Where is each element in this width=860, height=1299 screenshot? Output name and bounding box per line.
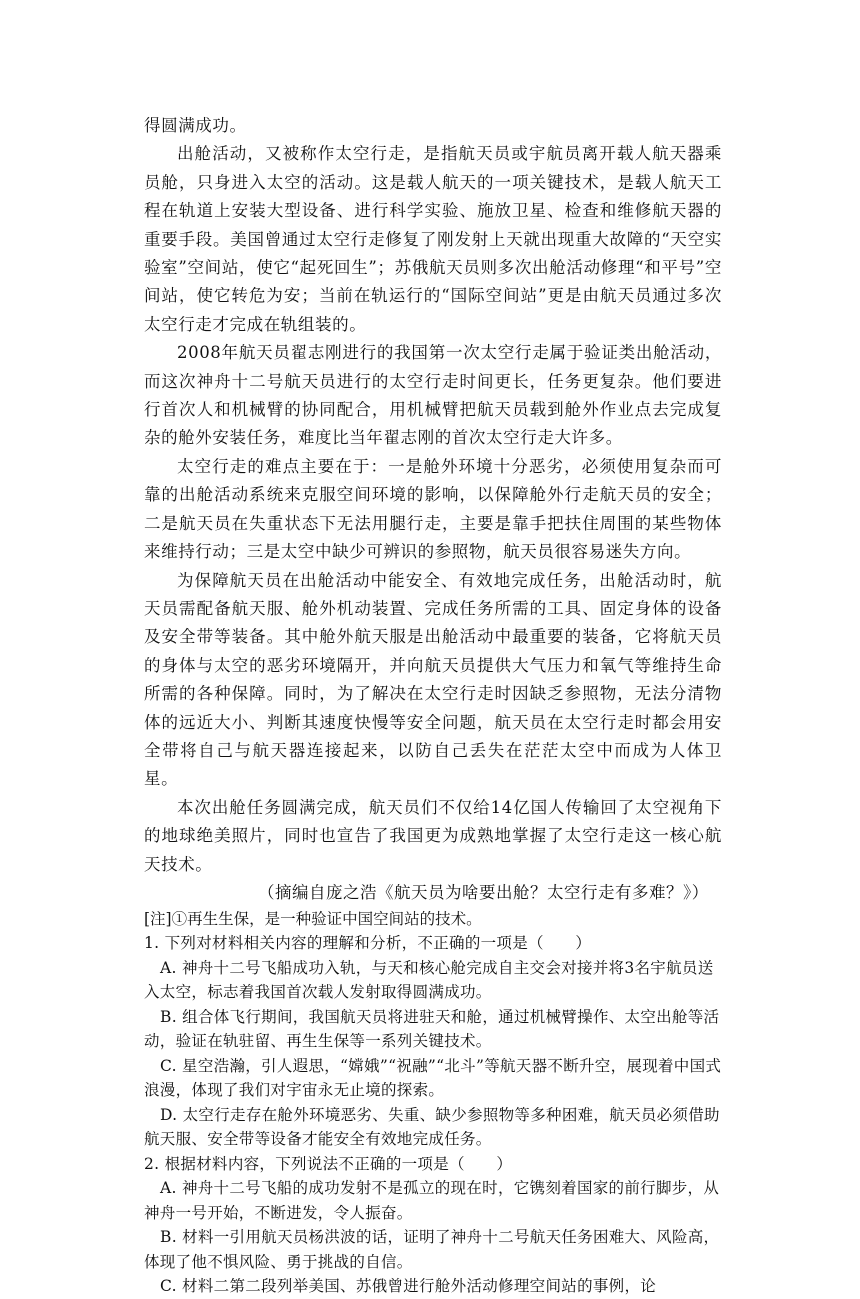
footnote: [注]①再生生保，是一种验证中国空间站的技术。: [144, 910, 482, 929]
option-text: D. 太空行走存在舱外环境恶劣、失重、缺少参照物等多种困难，航天员必须借助航天服、安全带等设备才能安全有效地完成任务。: [144, 1105, 720, 1149]
option-text: C. 材料二第二段列举美国、苏俄曾进行舱外活动修理空间站的事例，论: [160, 1277, 657, 1296]
option-text: B. 材料一引用航天员杨洪波的话，证明了神舟十二号航天任务困难大、风险高，体现了他不惧风险、勇于挑战的自信。: [144, 1228, 720, 1271]
question-1-option-a: [144, 956, 722, 1005]
question-2-option-b: [144, 1225, 722, 1274]
question-1-option-d: [144, 1103, 722, 1152]
document-page: [144, 112, 722, 1299]
paragraph-difficulties: 太空行走的难点主要在于：一是舱外环境十分恶劣，必须使用复杂而可靠的出舱活动系统来克服空间环境的影响，以保障舱外行走航天员的安全；二是航天员在失重状态下无法用腿行走，主要是靠手把扶住周围的某些物体来维持行动；三是太空中缺少可辨识的参照物，航天员很容易迷失方向。: [144, 456, 722, 562]
paragraph-continuation: 得圆满成功。: [144, 116, 247, 135]
paragraph-shenzhou12-spacewalk: 2008年航天员翟志刚进行的我国第一次太空行走属于验证类出舱活动，而这次神舟十二号航天员进行的太空行走时间更长，任务更复杂。他们要进行首次人和机械臂的协同配合，用机械臂把航天员载到舱外作业点去完成复杂的舱外安装任务，难度比当年翟志刚的首次太空行走大许多。: [144, 343, 722, 448]
question-1-stem: 1. 下列对材料相关内容的理解和分析，不正确的一项是（ ）: [144, 934, 592, 953]
paragraph-spacewalk-definition: 出舱活动，又被称作太空行走，是指航天员或宇航员离开载人航天器乘员舱，只身进入太空的活动。这是载人航天的一项关键技术，是载人航天工程在轨道上安装大型设备、进行科学实验、施放卫星、检查和维修航天器的重要手段。美国曾通过太空行走修复了刚发射上天就出现重大故障的“天空实验室”空间站，使它“起死回生”；苏俄航天员则多次出舱活动修理“和平号”空间站，使它转危为安；当前在轨运行的“国际空间站”更是由航天员通过多次太空行走才完成在轨组装的。: [144, 144, 722, 334]
option-text: C. 星空浩瀚，引人遐思，“嫦娥”“祝融”“北斗”等航天器不断升空，展现着中国式浪漫，体现了我们对宇宙永无止境的探索。: [144, 1056, 722, 1100]
paragraph-equipment: 为保障航天员在出舱活动中能安全、有效地完成任务，出舱活动时，航天员需配备航天服、舱外机动装置、完成任务所需的工具、固定身体的设备及安全带等装备。其中舱外航天服是出舱活动中最重要的装备，它将航天员的身体与太空的恶劣环境隔开，并向航天员提供大气压力和氧气等维持生命所需的各种保障。同时，为了解决在太空行走时因缺乏参照物，无法分清物体的远近大小、判断其速度快慢等安全问题，航天员在太空行走时都会用安全带将自己与航天器连接起来，以防自己丢失在茫茫太空中而成为人体卫星。: [144, 570, 722, 789]
question-2-option-c: [144, 1274, 722, 1299]
paragraph-conclusion: 本次出舱任务圆满完成，航天员们不仅给14亿国人传输回了太空视角下的地球绝美照片，同时也宣告了我国更为成熟地掌握了太空行走这一核心航天技术。: [144, 797, 722, 874]
option-text: A. 神舟十二号飞船的成功发射不是孤立的现在时，它镌刻着国家的前行脚步，从神舟一号开始，不断进发，令人振奋。: [144, 1179, 720, 1222]
option-text: A. 神舟十二号飞船成功入轨，与天和核心舱完成自主交会对接并将3名宇航员送入太空，标志着我国首次载人发射取得圆满成功。: [144, 958, 714, 1002]
option-text: B. 组合体飞行期间，我国航天员将进驻天和舱，通过机械臂操作、太空出舱等活动，验证在轨驻留、再生生保等一系列关键技术。: [144, 1007, 720, 1051]
question-1-option-b: [144, 1005, 722, 1054]
source-citation: （摘编自庞之浩《航天员为啥要出舱？太空行走有多难？》）: [258, 882, 709, 902]
question-2-stem: 2. 根据材料内容，下列说法不正确的一项是（ ）: [144, 1154, 513, 1173]
question-2-option-a: [144, 1176, 722, 1225]
question-1-option-c: [144, 1054, 722, 1103]
